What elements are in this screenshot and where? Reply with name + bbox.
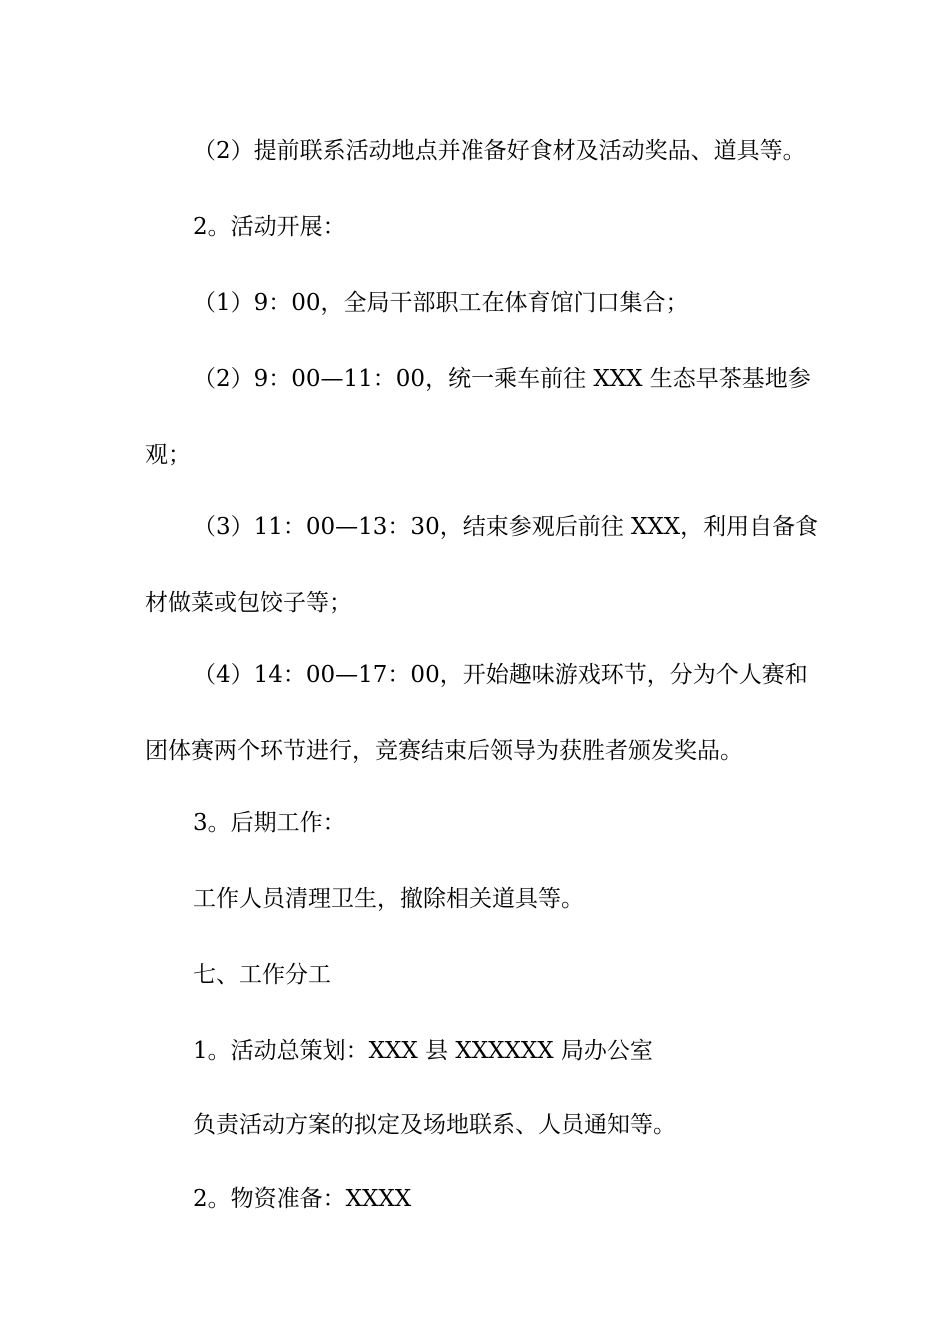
- paragraph-line: 工作人员清理卫生，撤除相关道具等。: [193, 886, 584, 912]
- paragraph-line: （2）提前联系活动地点并准备好食材及活动奖品、道具等。: [193, 138, 806, 164]
- paragraph-line: 团体赛两个环节进行，竞赛结束后领导为获胜者颁发奖品。: [145, 738, 743, 764]
- section-heading: 2。活动开展：: [193, 214, 346, 240]
- section-heading: 3。后期工作：: [193, 810, 346, 836]
- paragraph-line: （4）14：00—17：00，开始趣味游戏环节，分为个人赛和: [193, 662, 808, 688]
- paragraph-line: （2）9：00—11：00，统一乘车前往 XXX 生态早茶基地参: [193, 366, 811, 392]
- paragraph-line: 材做菜或包饺子等；: [145, 590, 352, 616]
- paragraph-line: 观；: [145, 442, 191, 468]
- section-heading: 七、工作分工: [193, 962, 331, 988]
- paragraph-line: （3）11：00—13：30，结束参观后前往 XXX，利用自备食: [193, 514, 819, 540]
- section-heading: 1。活动总策划：XXX 县 XXXXXX 局办公室: [193, 1038, 653, 1064]
- paragraph-line: （1）9：00，全局干部职工在体育馆门口集合；: [193, 290, 689, 316]
- section-heading: 2。物资准备：XXXX: [193, 1186, 412, 1212]
- paragraph-line: 负责活动方案的拟定及场地联系、人员通知等。: [193, 1112, 676, 1138]
